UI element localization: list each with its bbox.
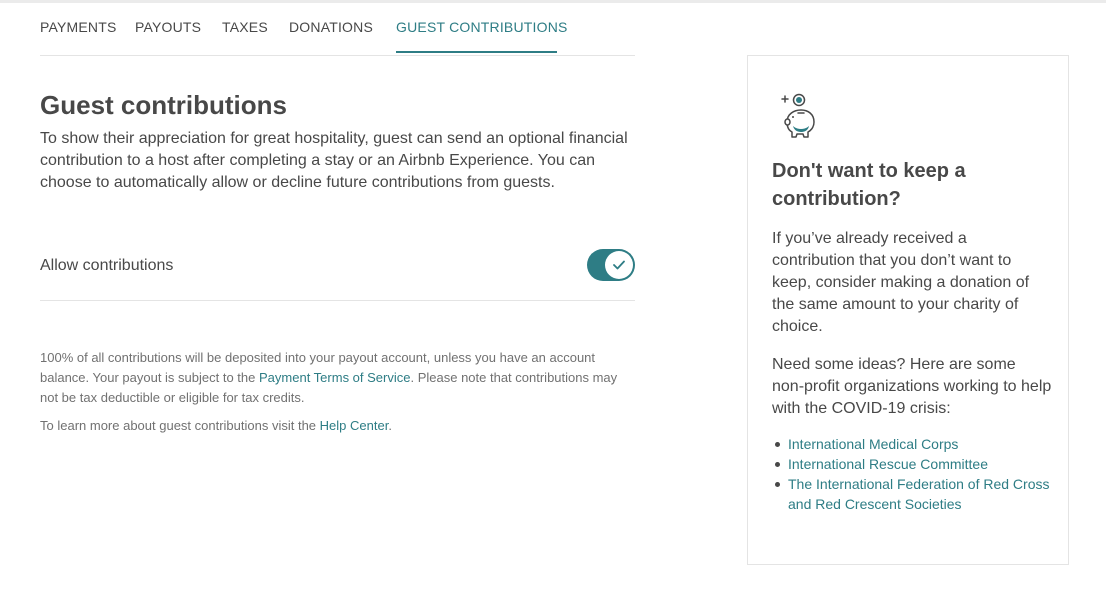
card-text-ideas: Need some ideas? Here are some non-profit organizations working to help with the COVID-19 crisis: bbox=[772, 356, 1052, 417]
tab-payouts[interactable]: PAYOUTS bbox=[135, 19, 202, 35]
organization-list bbox=[772, 434, 1068, 514]
tab-payments[interactable]: PAYMENTS bbox=[40, 19, 117, 35]
org-link-international-medical-corps[interactable]: International Medical Corps bbox=[788, 436, 959, 452]
list-item bbox=[788, 474, 1068, 514]
tab-guest-contributions[interactable]: GUEST CONTRIBUTIONS bbox=[396, 19, 568, 35]
contribution-info-card bbox=[747, 55, 1069, 565]
tab-taxes[interactable]: TAXES bbox=[222, 19, 268, 35]
tab-donations[interactable]: DONATIONS bbox=[289, 19, 373, 35]
allow-contributions-toggle[interactable] bbox=[587, 249, 635, 281]
checkmark-icon bbox=[613, 260, 625, 270]
payout-disclaimer: 100% of all contributions will be deposited into your payout account, unless you have an account balance. Your payout is subject to the Payment Terms of Service. Please note that contributions may not be tax deductible or eligible for tax credits. bbox=[40, 350, 618, 405]
allow-contributions-row bbox=[40, 248, 635, 301]
allow-contributions-label: Allow contributions bbox=[40, 257, 174, 274]
intro-text: To show their appreciation for great hospitality, guest can send an optional financial contribution to a host after completing a stay or an Airbnb Experience. You can choose to automatically allow or decline future contributions from guests. bbox=[40, 130, 628, 191]
toggle-knob bbox=[605, 251, 633, 279]
help-center-link[interactable]: Help Center bbox=[319, 418, 389, 433]
list-item bbox=[788, 434, 1068, 454]
org-link-international-rescue-committee[interactable]: International Rescue Committee bbox=[788, 456, 988, 472]
payment-terms-link[interactable]: Payment Terms of Service bbox=[259, 370, 411, 385]
piggy-bank-icon bbox=[778, 92, 818, 140]
tab-bar bbox=[40, 0, 635, 56]
org-link-red-cross-federation[interactable]: The International Federation of Red Cross and Red Crescent Societies bbox=[788, 476, 1050, 512]
active-tab-indicator bbox=[396, 51, 557, 53]
help-center-note: To learn more about guest contributions visit the Help Center. bbox=[40, 418, 392, 433]
card-text-donation: If you’ve already received a contribution that you don’t want to keep, consider making a donation of the same amount to your charity of choice. bbox=[772, 230, 1030, 335]
list-item bbox=[788, 454, 1068, 474]
card-title: Don't want to keep a contribution? bbox=[772, 160, 966, 210]
page-title: Guest contributions bbox=[40, 90, 287, 120]
